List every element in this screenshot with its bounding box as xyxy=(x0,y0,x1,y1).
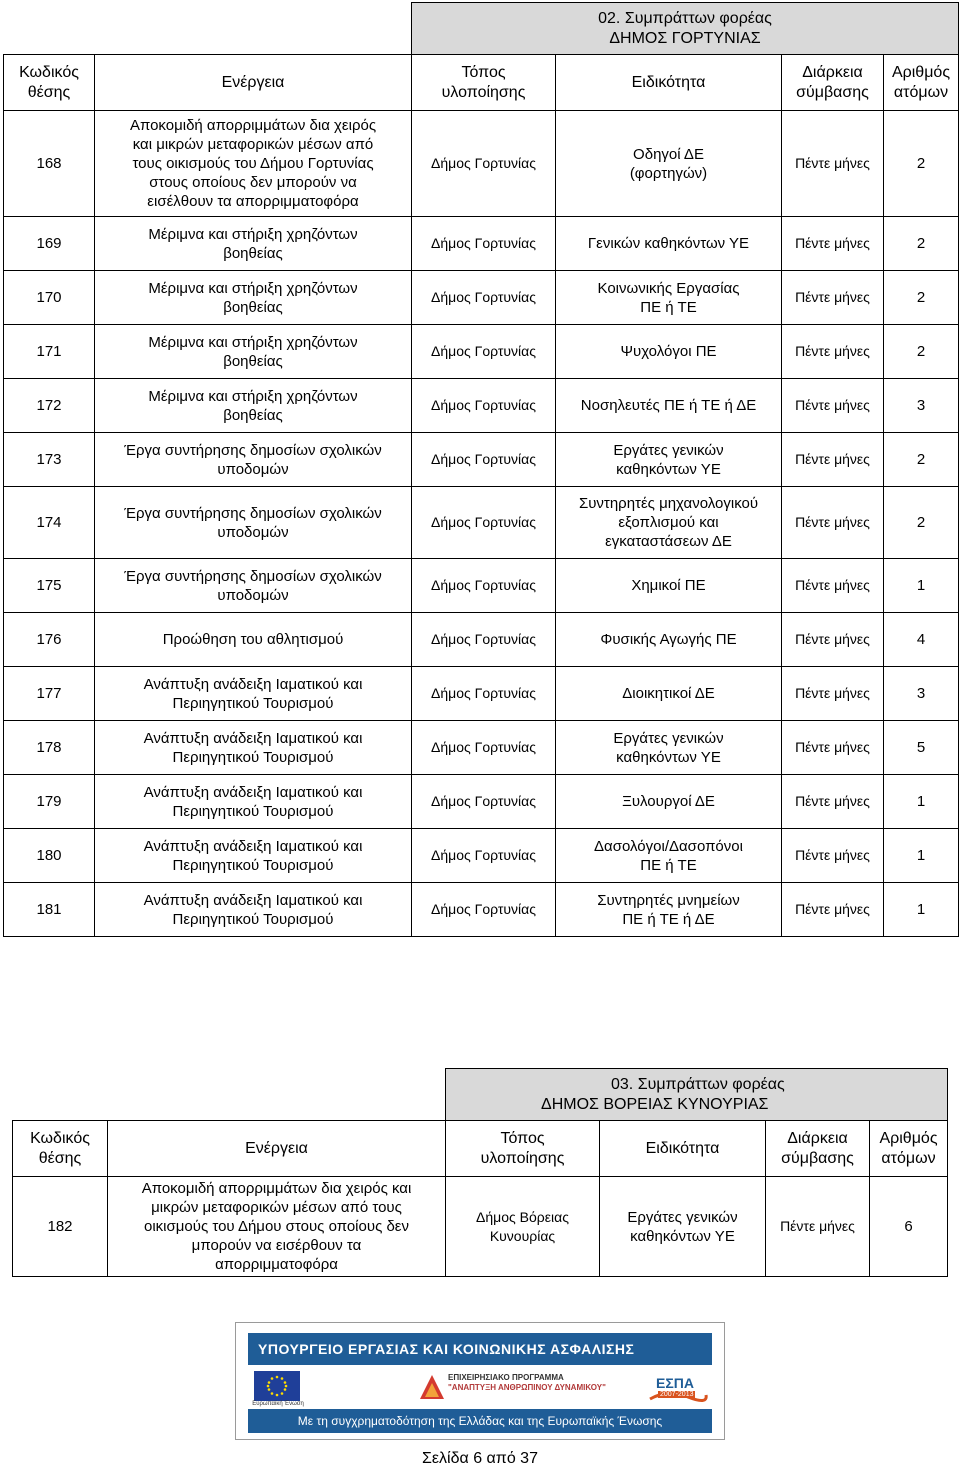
cell-action: Έργα συντήρησης δημοσίων σχολικών υποδομών xyxy=(95,559,412,613)
cell-code: 182 xyxy=(13,1177,108,1277)
header-code: Κωδικός θέσης xyxy=(4,55,95,111)
ministry-title: ΥΠΟΥΡΓΕΙΟ ΕΡΓΑΣΙΑΣ ΚΑΙ ΚΟΙΝΩΝΙΚΗΣ ΑΣΦΑΛΙΣΗΣ xyxy=(248,1333,712,1365)
cell-duration: Πέντε μήνες xyxy=(782,487,884,559)
cell-action: Προώθηση του αθλητισμού xyxy=(95,613,412,667)
cell-duration: Πέντε μήνες xyxy=(782,325,884,379)
cell-place: Δήμος Γορτυνίας xyxy=(412,433,556,487)
cell-duration: Πέντε μήνες xyxy=(782,829,884,883)
cell-count: 4 xyxy=(884,613,959,667)
cell-code: 181 xyxy=(4,883,95,937)
cell-code: 171 xyxy=(4,325,95,379)
cell-duration: Πέντε μήνες xyxy=(782,613,884,667)
cell-place: Δήμος Γορτυνίας xyxy=(412,829,556,883)
section-title xyxy=(412,3,959,55)
cell-specialty: Γενικών καθηκόντων ΥΕ xyxy=(556,217,782,271)
cell-action: Μέριμνα και στήριξη χρηζόντων βοηθείας xyxy=(95,379,412,433)
cell-place: Δήμος Γορτυνίας xyxy=(412,325,556,379)
cell-count: 5 xyxy=(884,721,959,775)
header-action: Ενέργεια xyxy=(95,55,412,111)
cell-count: 2 xyxy=(884,325,959,379)
table-row xyxy=(4,559,959,613)
cell-count: 1 xyxy=(884,829,959,883)
cell-action: Ανάπτυξη ανάδειξη Ιαματικού και Περιηγητικού Τουρισμού xyxy=(95,775,412,829)
cell-action: Μέριμνα και στήριξη χρηζόντων βοηθείας xyxy=(95,271,412,325)
table-row xyxy=(4,111,959,217)
table-row xyxy=(4,217,959,271)
cell-duration: Πέντε μήνες xyxy=(782,433,884,487)
cell-action: Έργα συντήρησης δημοσίων σχολικών υποδομών xyxy=(95,487,412,559)
espa-label: ΕΣΠΑ xyxy=(656,1375,694,1391)
section-title-line1: 03. Συμπράττων φορέας xyxy=(611,1075,785,1093)
header-specialty: Ειδικότητα xyxy=(600,1121,766,1177)
cell-duration: Πέντε μήνες xyxy=(782,559,884,613)
header-count: Αριθμός ατόμων xyxy=(884,55,959,111)
cell-duration: Πέντε μήνες xyxy=(782,667,884,721)
cell-count: 2 xyxy=(884,111,959,217)
table-row xyxy=(4,667,959,721)
table-row xyxy=(4,487,959,559)
cell-specialty: Ψυχολόγοι ΠΕ xyxy=(556,325,782,379)
cell-count: 3 xyxy=(884,379,959,433)
espa-years: 2007-2013 xyxy=(660,1391,694,1398)
cell-action: Ανάπτυξη ανάδειξη Ιαματικού και Περιηγητικού Τουρισμού xyxy=(95,721,412,775)
header-place: Τόπος υλοποίησης xyxy=(412,55,556,111)
funding-banner xyxy=(235,1322,725,1440)
cofinance-text: Με τη συγχρηματοδότηση της Ελλάδας και της Ευρωπαϊκής Ένωσης xyxy=(248,1409,712,1433)
cell-place: Δήμος Γορτυνίας xyxy=(412,217,556,271)
program-text xyxy=(448,1373,606,1393)
cell-place: Δήμος Γορτυνίας xyxy=(412,379,556,433)
cell-place: Δήμος Γορτυνίας xyxy=(412,883,556,937)
cell-place: Δήμος Γορτυνίας xyxy=(412,721,556,775)
section-02-rows xyxy=(4,111,959,937)
cell-action: Ανάπτυξη ανάδειξη Ιαματικού και Περιηγητικού Τουρισμού xyxy=(95,667,412,721)
cell-count: 2 xyxy=(884,271,959,325)
page-number: Σελίδα 6 από 37 xyxy=(422,1450,538,1467)
cell-count: 2 xyxy=(884,217,959,271)
header-code: Κωδικός θέσης xyxy=(13,1121,108,1177)
cell-action: Αποκομιδή απορριμμάτων δια χειρός και μικρών μεταφορικών μέσων από τους οικισμούς του Δήμου στους οποίους δεν μπορούν να εισέρθουν τα απορριμματοφόρα xyxy=(108,1177,446,1277)
cell-duration: Πέντε μήνες xyxy=(782,721,884,775)
table-row xyxy=(4,775,959,829)
cell-specialty: Δασολόγοι/Δασοπόνοι ΠΕ ή ΤΕ xyxy=(556,829,782,883)
cell-specialty: Εργάτες γενικών καθηκόντων ΥΕ xyxy=(556,433,782,487)
cell-code: 180 xyxy=(4,829,95,883)
cell-specialty: Χημικοί ΠΕ xyxy=(556,559,782,613)
cell-action: Ανάπτυξη ανάδειξη Ιαματικού και Περιηγητικού Τουρισμού xyxy=(95,883,412,937)
cell-duration: Πέντε μήνες xyxy=(782,883,884,937)
cell-count: 1 xyxy=(884,883,959,937)
cell-count: 2 xyxy=(884,433,959,487)
cell-specialty: Εργάτες γενικών καθηκόντων ΥΕ xyxy=(556,721,782,775)
section-title xyxy=(446,1069,948,1121)
logos-strip xyxy=(248,1367,712,1407)
cell-place: Δήμος Γορτυνίας xyxy=(412,271,556,325)
cell-specialty: Νοσηλευτές ΠΕ ή ΤΕ ή ΔΕ xyxy=(556,379,782,433)
cell-code: 178 xyxy=(4,721,95,775)
section-03-table xyxy=(12,1068,948,1277)
eu-caption: Ευρωπαϊκή Ένωση xyxy=(252,1401,304,1407)
cell-place: Δήμος Γορτυνίας xyxy=(412,613,556,667)
title-spacer xyxy=(4,3,412,55)
cell-duration: Πέντε μήνες xyxy=(782,111,884,217)
cell-duration: Πέντε μήνες xyxy=(782,379,884,433)
table-row xyxy=(13,1177,948,1277)
cell-code: 175 xyxy=(4,559,95,613)
program-logo-icon xyxy=(418,1373,446,1401)
cell-duration: Πέντε μήνες xyxy=(782,217,884,271)
cell-code: 179 xyxy=(4,775,95,829)
section-title-line2: ΔΗΜΟΣ ΒΟΡΕΙΑΣ ΚΥΝΟΥΡΙΑΣ xyxy=(541,1095,769,1113)
table-row xyxy=(4,721,959,775)
cell-code: 174 xyxy=(4,487,95,559)
table-row xyxy=(4,613,959,667)
cell-specialty: Κοινωνικής Εργασίας ΠΕ ή ΤΕ xyxy=(556,271,782,325)
cell-specialty: Ξυλουργοί ΔΕ xyxy=(556,775,782,829)
header-duration: Διάρκεια σύμβασης xyxy=(782,55,884,111)
cell-count: 3 xyxy=(884,667,959,721)
header-count: Αριθμός ατόμων xyxy=(870,1121,948,1177)
cell-code: 176 xyxy=(4,613,95,667)
table-row xyxy=(4,325,959,379)
cell-specialty: Φυσικής Αγωγής ΠΕ xyxy=(556,613,782,667)
title-spacer xyxy=(13,1069,446,1121)
cell-place: Δήμος Γορτυνίας xyxy=(412,775,556,829)
cell-action: Αποκομιδή απορριμμάτων δια χειρός και μικρών μεταφορικών μέσων από τους οικισμούς του Δήμου Γορτυνίας στους οποίους δεν μπορούν να εισέλθουν τα απορριμματοφόρα xyxy=(95,111,412,217)
table-row xyxy=(4,829,959,883)
cell-action: Μέριμνα και στήριξη χρηζόντων βοηθείας xyxy=(95,325,412,379)
cell-count: 1 xyxy=(884,775,959,829)
cell-duration: Πέντε μήνες xyxy=(766,1177,870,1277)
cell-specialty: Εργάτες γενικών καθηκόντων ΥΕ xyxy=(600,1177,766,1277)
program-line1: ΕΠΙΧΕΙΡΗΣΙΑΚΟ ΠΡΟΓΡΑΜΜΑ xyxy=(448,1373,564,1382)
section-02-table xyxy=(3,2,959,937)
cell-action: Έργα συντήρησης δημοσίων σχολικών υποδομών xyxy=(95,433,412,487)
cell-count: 2 xyxy=(884,487,959,559)
section-title-line1: 02. Συμπράττων φορέας xyxy=(598,9,772,27)
cell-specialty: Συντηρητές μνημείων ΠΕ ή ΤΕ ή ΔΕ xyxy=(556,883,782,937)
cell-duration: Πέντε μήνες xyxy=(782,271,884,325)
section-title-line2: ΔΗΜΟΣ ΓΟΡΤΥΝΙΑΣ xyxy=(609,29,761,47)
program-line2: "ΑΝΑΠΤΥΞΗ ΑΝΘΡΩΠΙΝΟΥ ΔΥΝΑΜΙΚΟΥ" xyxy=(448,1383,606,1392)
cell-code: 170 xyxy=(4,271,95,325)
cell-place: Δήμος Γορτυνίας xyxy=(412,667,556,721)
cell-specialty: Συντηρητές μηχανολογικού εξοπλισμού και εγκαταστάσεων ΔΕ xyxy=(556,487,782,559)
cell-count: 1 xyxy=(884,559,959,613)
header-duration: Διάρκεια σύμβασης xyxy=(766,1121,870,1177)
eu-flag-icon xyxy=(254,1371,300,1401)
cell-place: Δήμος Γορτυνίας xyxy=(412,111,556,217)
table-row xyxy=(4,883,959,937)
cell-code: 173 xyxy=(4,433,95,487)
cell-action: Ανάπτυξη ανάδειξη Ιαματικού και Περιηγητικού Τουρισμού xyxy=(95,829,412,883)
header-action: Ενέργεια xyxy=(108,1121,446,1177)
table-row xyxy=(4,379,959,433)
cell-code: 177 xyxy=(4,667,95,721)
cell-count: 6 xyxy=(870,1177,948,1277)
cell-duration: Πέντε μήνες xyxy=(782,775,884,829)
cell-place: Δήμος Βόρειας Κυνουρίας xyxy=(446,1177,600,1277)
cell-specialty: Διοικητικοί ΔΕ xyxy=(556,667,782,721)
cell-place: Δήμος Γορτυνίας xyxy=(412,559,556,613)
cell-specialty: Οδηγοί ΔΕ (φορτηγών) xyxy=(556,111,782,217)
cell-code: 172 xyxy=(4,379,95,433)
cell-code: 169 xyxy=(4,217,95,271)
table-row xyxy=(4,271,959,325)
header-specialty: Ειδικότητα xyxy=(556,55,782,111)
table-row xyxy=(4,433,959,487)
cell-action: Μέριμνα και στήριξη χρηζόντων βοηθείας xyxy=(95,217,412,271)
cell-code: 168 xyxy=(4,111,95,217)
header-place: Τόπος υλοποίησης xyxy=(446,1121,600,1177)
cell-place: Δήμος Γορτυνίας xyxy=(412,487,556,559)
